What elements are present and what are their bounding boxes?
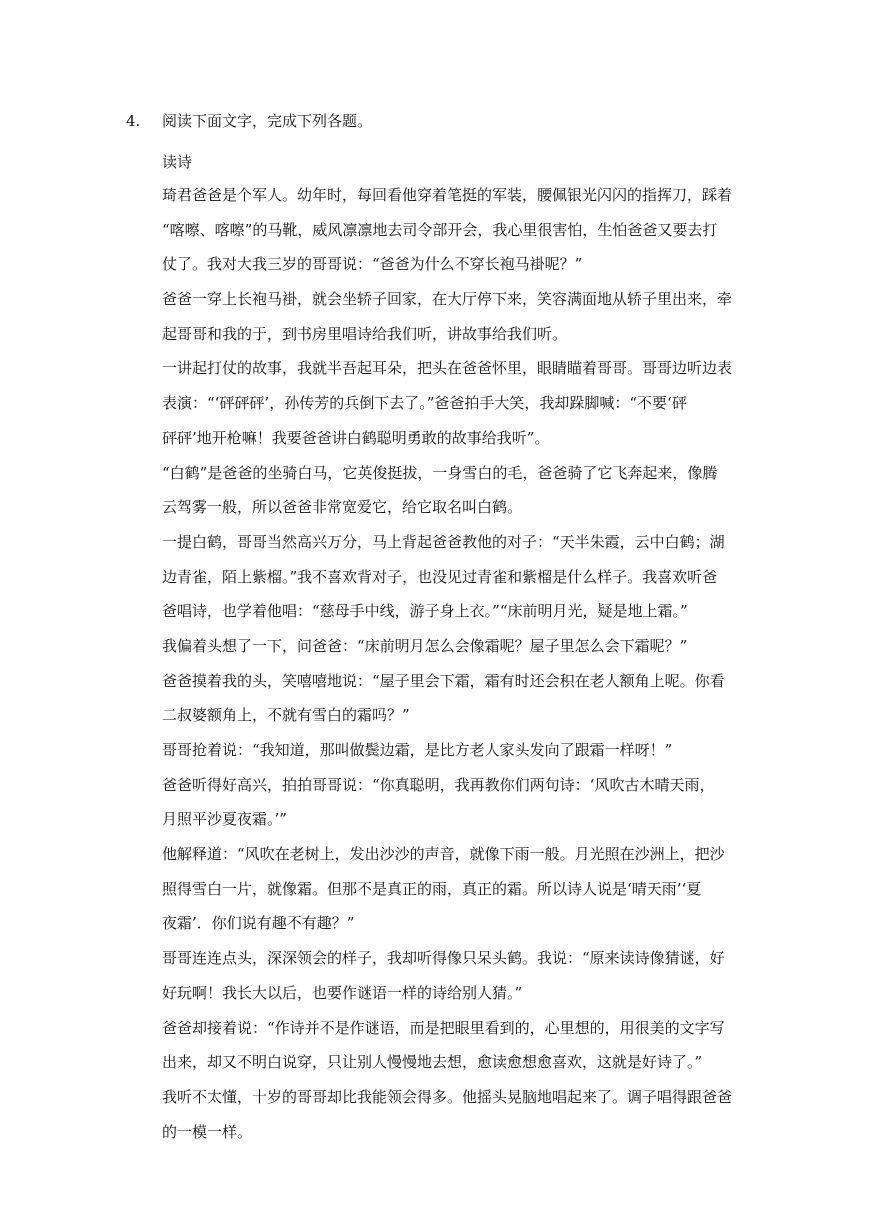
passage-line: 我偏着头想了一下，问爸爸：“床前明月怎么会像霜呢？屋子里怎么会下霜呢？” <box>162 636 688 655</box>
passage-line: 好玩啊！我长大以后，也要作谜语一样的诗给别人猜。” <box>162 983 523 1002</box>
passage-line: 一提白鹤，哥哥当然高兴万分，马上背起爸爸教他的对子：“天半朱霞，云中白鹤；湖 <box>162 532 725 551</box>
passage-line: “白鹤”是爸爸的坐骑白马，它英俊挺拔，一身雪白的毛，爸爸骑了它飞奔起来，像腾 <box>162 463 718 482</box>
passage-line: 哥哥连连点头，深深领会的样子，我却听得像只呆头鹤。我说：“原来读诗像猜谜，好 <box>162 949 725 968</box>
passage-line: 爸唱诗，也学着他唱：“慈母手中线，游子身上衣。”“床前明月光，疑是地上霜。” <box>162 602 688 621</box>
passage-line: “喀嚓、喀嚓”的马靴，威风凛凛地去司令部开会，我心里很害怕，生怕爸爸又要去打 <box>162 220 718 239</box>
question-instruction: 阅读下面文字，完成下列各题。 <box>162 112 373 130</box>
passage-line: 琦君爸爸是个军人。幼年时，每回看他穿着笔挺的军装，腰佩银光闪闪的指挥刀，踩着 <box>162 186 733 204</box>
passage-line: 月照平沙夏夜霜。’” <box>162 810 287 829</box>
passage-line: 表演：“‘砰砰砰’，孙传芳的兵倒下去了。”爸爸拍手大笑，我却跺脚喊：“不要‘砰 <box>162 394 687 413</box>
passage-line: 砰砰’地开枪嘛！我要爸爸讲白鹤聪明勇敢的故事给我听”。 <box>162 428 550 447</box>
passage-line: 一讲起打仗的故事，我就半吾起耳朵，把头在爸爸怀里，眼睛瞄着哥哥。哥哥边听边表 <box>162 359 733 378</box>
passage-line: 爸爸却接着说：“作诗并不是作谜语，而是把眼里看到的，心里想的，用很美的文字写 <box>162 1018 725 1037</box>
passage-line: 仗了。我对大我三岁的哥哥说：“爸爸为什么不穿长袍马褂呢？” <box>162 255 583 274</box>
passage-line: 爸爸摸着我的头，笑嘻嘻地说：“屋子里会下霜，霜有时还会积在老人额角上呢。你看 <box>162 671 725 690</box>
passage-line: 起哥哥和我的于，到书房里唱诗给我们听，讲故事给我们听。 <box>162 324 568 343</box>
passage-line: 边青雀，陌上紫榴。”我不喜欢背对子，也没见过青雀和紫榴是什么样子。我喜欢听爸 <box>162 567 718 586</box>
passage-line: 出来，却又不明白说穿，只让别人慢慢地去想，愈读愈想愈喜欢，这就是好诗了。” <box>162 1053 703 1072</box>
passage-line: 二叔婆额角上，不就有雪白的霜吗？” <box>162 706 410 725</box>
passage-line: 他解释道：“风吹在老树上，发出沙沙的声音，就像下雨一般。月光照在沙洲上，把沙 <box>162 845 725 864</box>
passage-line: 照得雪白一片，就像霜。但那不是真正的雨，真正的霜。所以诗人说是‘晴天雨’‘夏 <box>162 879 702 898</box>
passage-title: 读诗 <box>162 153 193 171</box>
passage-line: 的一模一样。 <box>162 1122 253 1141</box>
passage-line: 爸爸一穿上长袍马褂，就会坐轿子回家，在大厅停下来，笑容满面地从轿子里出来，牵 <box>162 290 733 309</box>
passage-line: 哥哥抢着说：“我知道，那叫做鬓边霜，是比方老人家头发向了跟霜一样呀！” <box>162 741 673 759</box>
passage-line: 云驾雾一般，所以爸爸非常宽爱它，给它取名叫白鹤。 <box>162 498 523 517</box>
question-number: 4. <box>126 112 141 130</box>
passage <box>162 145 744 1149</box>
passage-line: 爸爸听得好高兴，拍拍哥哥说：“你真聪明，我再教你们两句诗：‘风吹古木晴天雨， <box>162 775 715 794</box>
passage-line: 我听不太懂，十岁的哥哥却比我能领会得多。他摇头晃脑地唱起来了。调子唱得跟爸爸 <box>162 1087 733 1106</box>
passage-line: 夜霜’．你们说有趣不有趣？” <box>162 914 355 933</box>
